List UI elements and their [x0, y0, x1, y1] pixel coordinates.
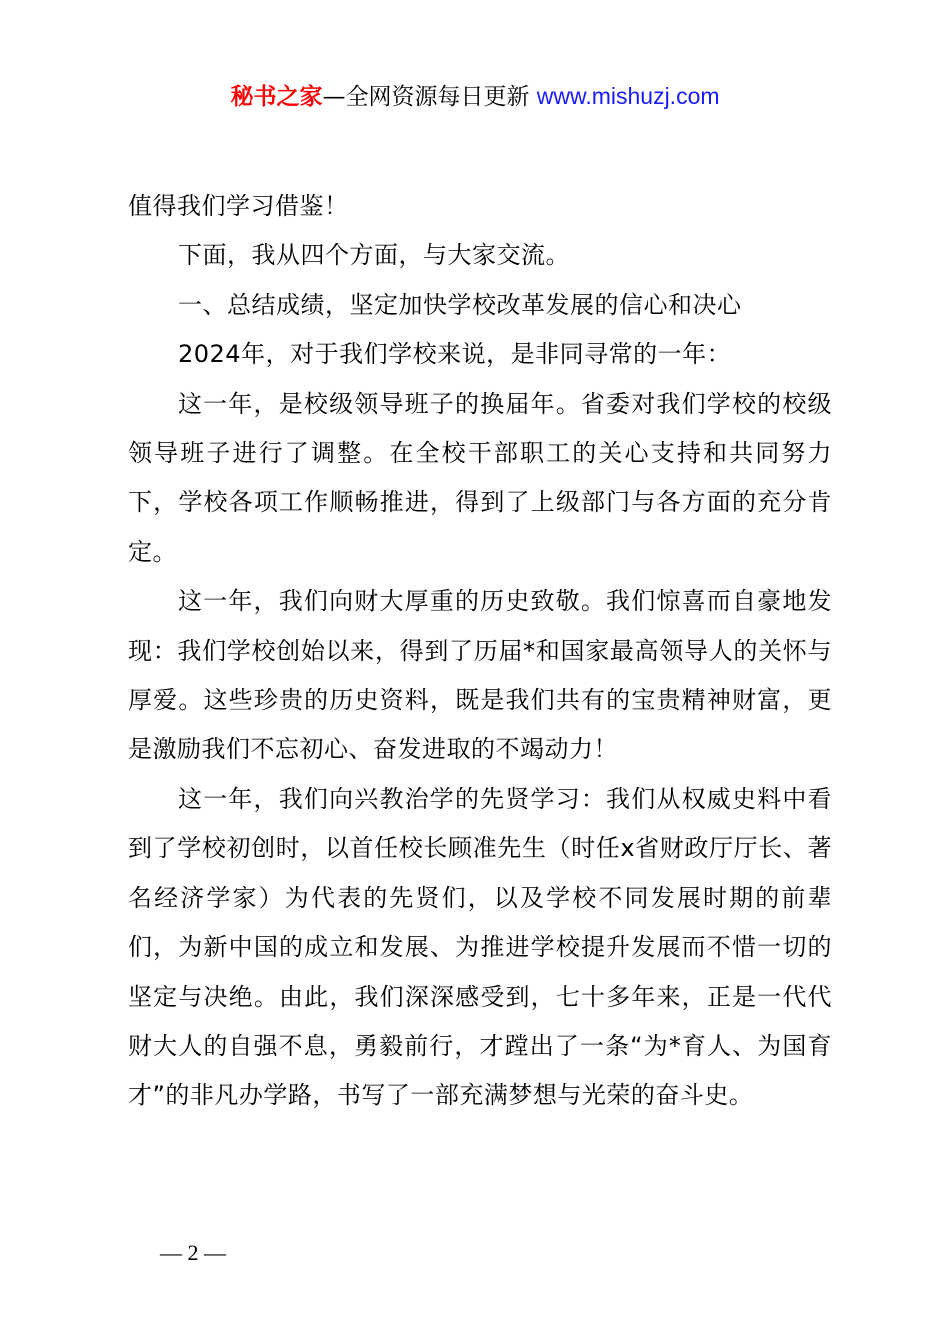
- header-tagline: —全网资源每日更新: [322, 84, 537, 110]
- document-body: [128, 182, 832, 1121]
- section-heading-1: 一、总结成绩，坚定加快学校改革发展的信心和决心: [178, 290, 742, 319]
- site-header: [0, 78, 950, 115]
- paragraph-year-summary: 2024年，对于我们学校来说，是非同寻常的一年：: [178, 340, 732, 369]
- paragraph-leadership: 这一年，是校级领导班子的换届年。省委对我们学校的校级领导班子进行了调整。在全校干部职工的关心支持和共同努力下，学校各项工作顺畅推进，得到了上级部门与各方面的充分肯定。: [128, 389, 832, 566]
- paragraph-intro: 下面，我从四个方面，与大家交流。: [178, 241, 570, 270]
- paragraph-predecessors: 这一年，我们向兴教治学的先贤学习：我们从权威史料中看到了学校初创时，以首任校长顾准先生（时任x省财政厅厅长、著名经济学家）为代表的先贤们，以及学校不同发展时期的前辈们，为新中国的成立和发展、为推进学校提升发展而不惜一切的坚定与决绝。由此，我们深深感受到，七十多年来，正是一代代财大人的自强不息，勇毅前行，才蹚出了一条“为*育人、为国育才”的非凡办学路，书写了一部充满梦想与光荣的奋斗史。: [128, 784, 832, 1110]
- paragraph-continuation: 值得我们学习借鉴！: [128, 192, 349, 220]
- paragraph-history: 这一年，我们向财大厚重的历史致敬。我们惊喜而自豪地发现：我们学校创始以来，得到了历届*和国家最高领导人的关怀与厚爱。这些珍贵的历史资料，既是我们共有的宝贵精神财富，更是激励我们不忘初心、奋发进取的不竭动力！: [128, 587, 832, 764]
- brand-name: 秘书之家: [230, 84, 323, 110]
- page-number: — 2 —: [160, 1240, 226, 1265]
- site-url-link[interactable]: www.mishuzj.com: [536, 83, 720, 109]
